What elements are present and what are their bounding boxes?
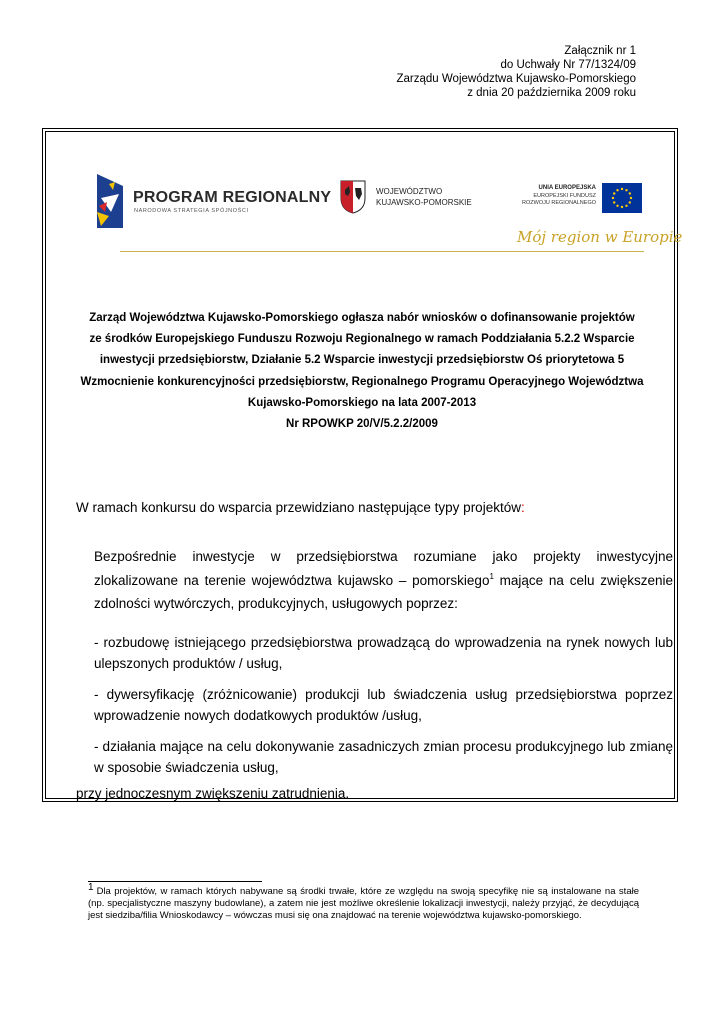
attachment-header: [397, 44, 636, 100]
list-item-expansion: - rozbudowę istniejącego przedsiębiorstwa prowadzącą do wprowadzenia na rynek nowych lub ulepszonych produktów / usług,: [94, 635, 673, 671]
announcement-line: Kujawsko-Pomorskiego na lata 2007-2013: [247, 396, 477, 409]
eu-label-line1: UNIA EUROPEJSKA: [538, 185, 596, 191]
footnote: [88, 882, 639, 922]
paragraph-text: mające na celu zwiększenie zdolności wytwórczych, produkcyjnych, usługowych poprzez:: [94, 572, 673, 611]
slogan: Mój region w Europie: [517, 228, 683, 246]
intro-sentence: W ramach konkursu do wsparcia przewidziano następujące typy projektów: [76, 500, 521, 515]
footnote-mark: 1: [88, 882, 94, 893]
paragraph-text: Bezpośrednie inwestycje w przedsiębiorstwa rozumiane jako projekty inwestycyjne zlokalizowane na terenie województwa kujawsko – pomorskiego: [94, 549, 673, 588]
announcement-title: [60, 308, 664, 435]
program-regionalny-logo: [97, 172, 332, 228]
paragraph-direct-investments: [94, 545, 673, 616]
list-item-process-change: - działania mające na celu dokonywanie zasadniczych zmian procesu produkcyjnego lub zmianę w sposobie świadczenia usług,: [94, 739, 673, 775]
board-name: Zarządu Województwa Kujawsko-Pomorskiego: [396, 73, 636, 85]
wojewodztwo-logo: [340, 180, 480, 220]
program-regionalny-title: PROGRAM REGIONALNY: [133, 189, 332, 206]
coat-of-arms-icon: [340, 180, 366, 214]
announcement-number: Nr RPOWKP 20/V/5.2.2/2009: [286, 418, 438, 431]
logo-divider: [120, 251, 644, 252]
list-item-diversification: - dywersyfikację (zróżnicowanie) produkcji lub świadczenia usług przedsiębiorstwa poprzez wprowadzenie nowych dodatkowych produktów /usług,: [94, 687, 673, 723]
wojewodztwo-label-line2: KUJAWSKO-POMORSKIE: [376, 198, 472, 207]
closing-text: przy jednoczesnym zwiększeniu zatrudnienia.: [76, 786, 350, 801]
attachment-number: Załącznik nr 1: [564, 45, 636, 57]
announcement-line: inwestycji przedsiębiorstw, Działanie 5.2 Wsparcie inwestycji przedsiębiorstw Oś priorytetowa 5: [99, 354, 625, 367]
eu-flag-icon: [602, 183, 642, 213]
eu-label-line2: EUROPEJSKI FUNDUSZ: [533, 193, 596, 199]
resolution-date: z dnia 20 października 2009 roku: [467, 87, 636, 99]
footnote-divider: [88, 881, 262, 882]
footnote-reference[interactable]: 1: [489, 571, 494, 581]
announcement-line: Wzmocnienie konkurencyjności przedsiębiorstw, Regionalnego Programu Operacyjnego Województwa: [80, 375, 644, 388]
intro-text: [76, 500, 525, 515]
eu-label-line3: ROZWOJU REGIONALNEGO: [522, 200, 596, 206]
announcement-line: ze środków Europejskiego Funduszu Rozwoju Regionalnego w ramach Poddziałania 5.2.2 Wsparcie: [89, 333, 635, 346]
program-regionalny-subtitle: NARODOWA STRATEGIA SPÓJNOŚCI: [134, 208, 249, 214]
eu-fund-logo: [510, 183, 650, 217]
announcement-line: Zarząd Województwa Kujawsko-Pomorskiego ogłasza nabór wniosków o dofinansowanie projektów: [89, 312, 635, 324]
resolution-number: do Uchwały Nr 77/1324/09: [500, 59, 636, 71]
footnote-text: Dla projektów, w ramach których nabywane są środki trwałe, które ze względu na swoją specyfikę nie są instalowane na stałe (np. specjalistyczne maszyny budowlane), a zatem nie jest możliwe określenie lokalizacji inwestycji, należy przyjąć, że decydującą jest siedziba/filia Wnioskodawcy – wówczas musi się ona znajdować na terenie województwa kujawsko-pomorskiego.: [88, 886, 639, 921]
intro-colon: :: [520, 500, 525, 515]
wojewodztwo-label-line1: WOJEWÓDZTWO: [376, 187, 443, 196]
program-regionalny-mark-icon: [97, 172, 123, 228]
